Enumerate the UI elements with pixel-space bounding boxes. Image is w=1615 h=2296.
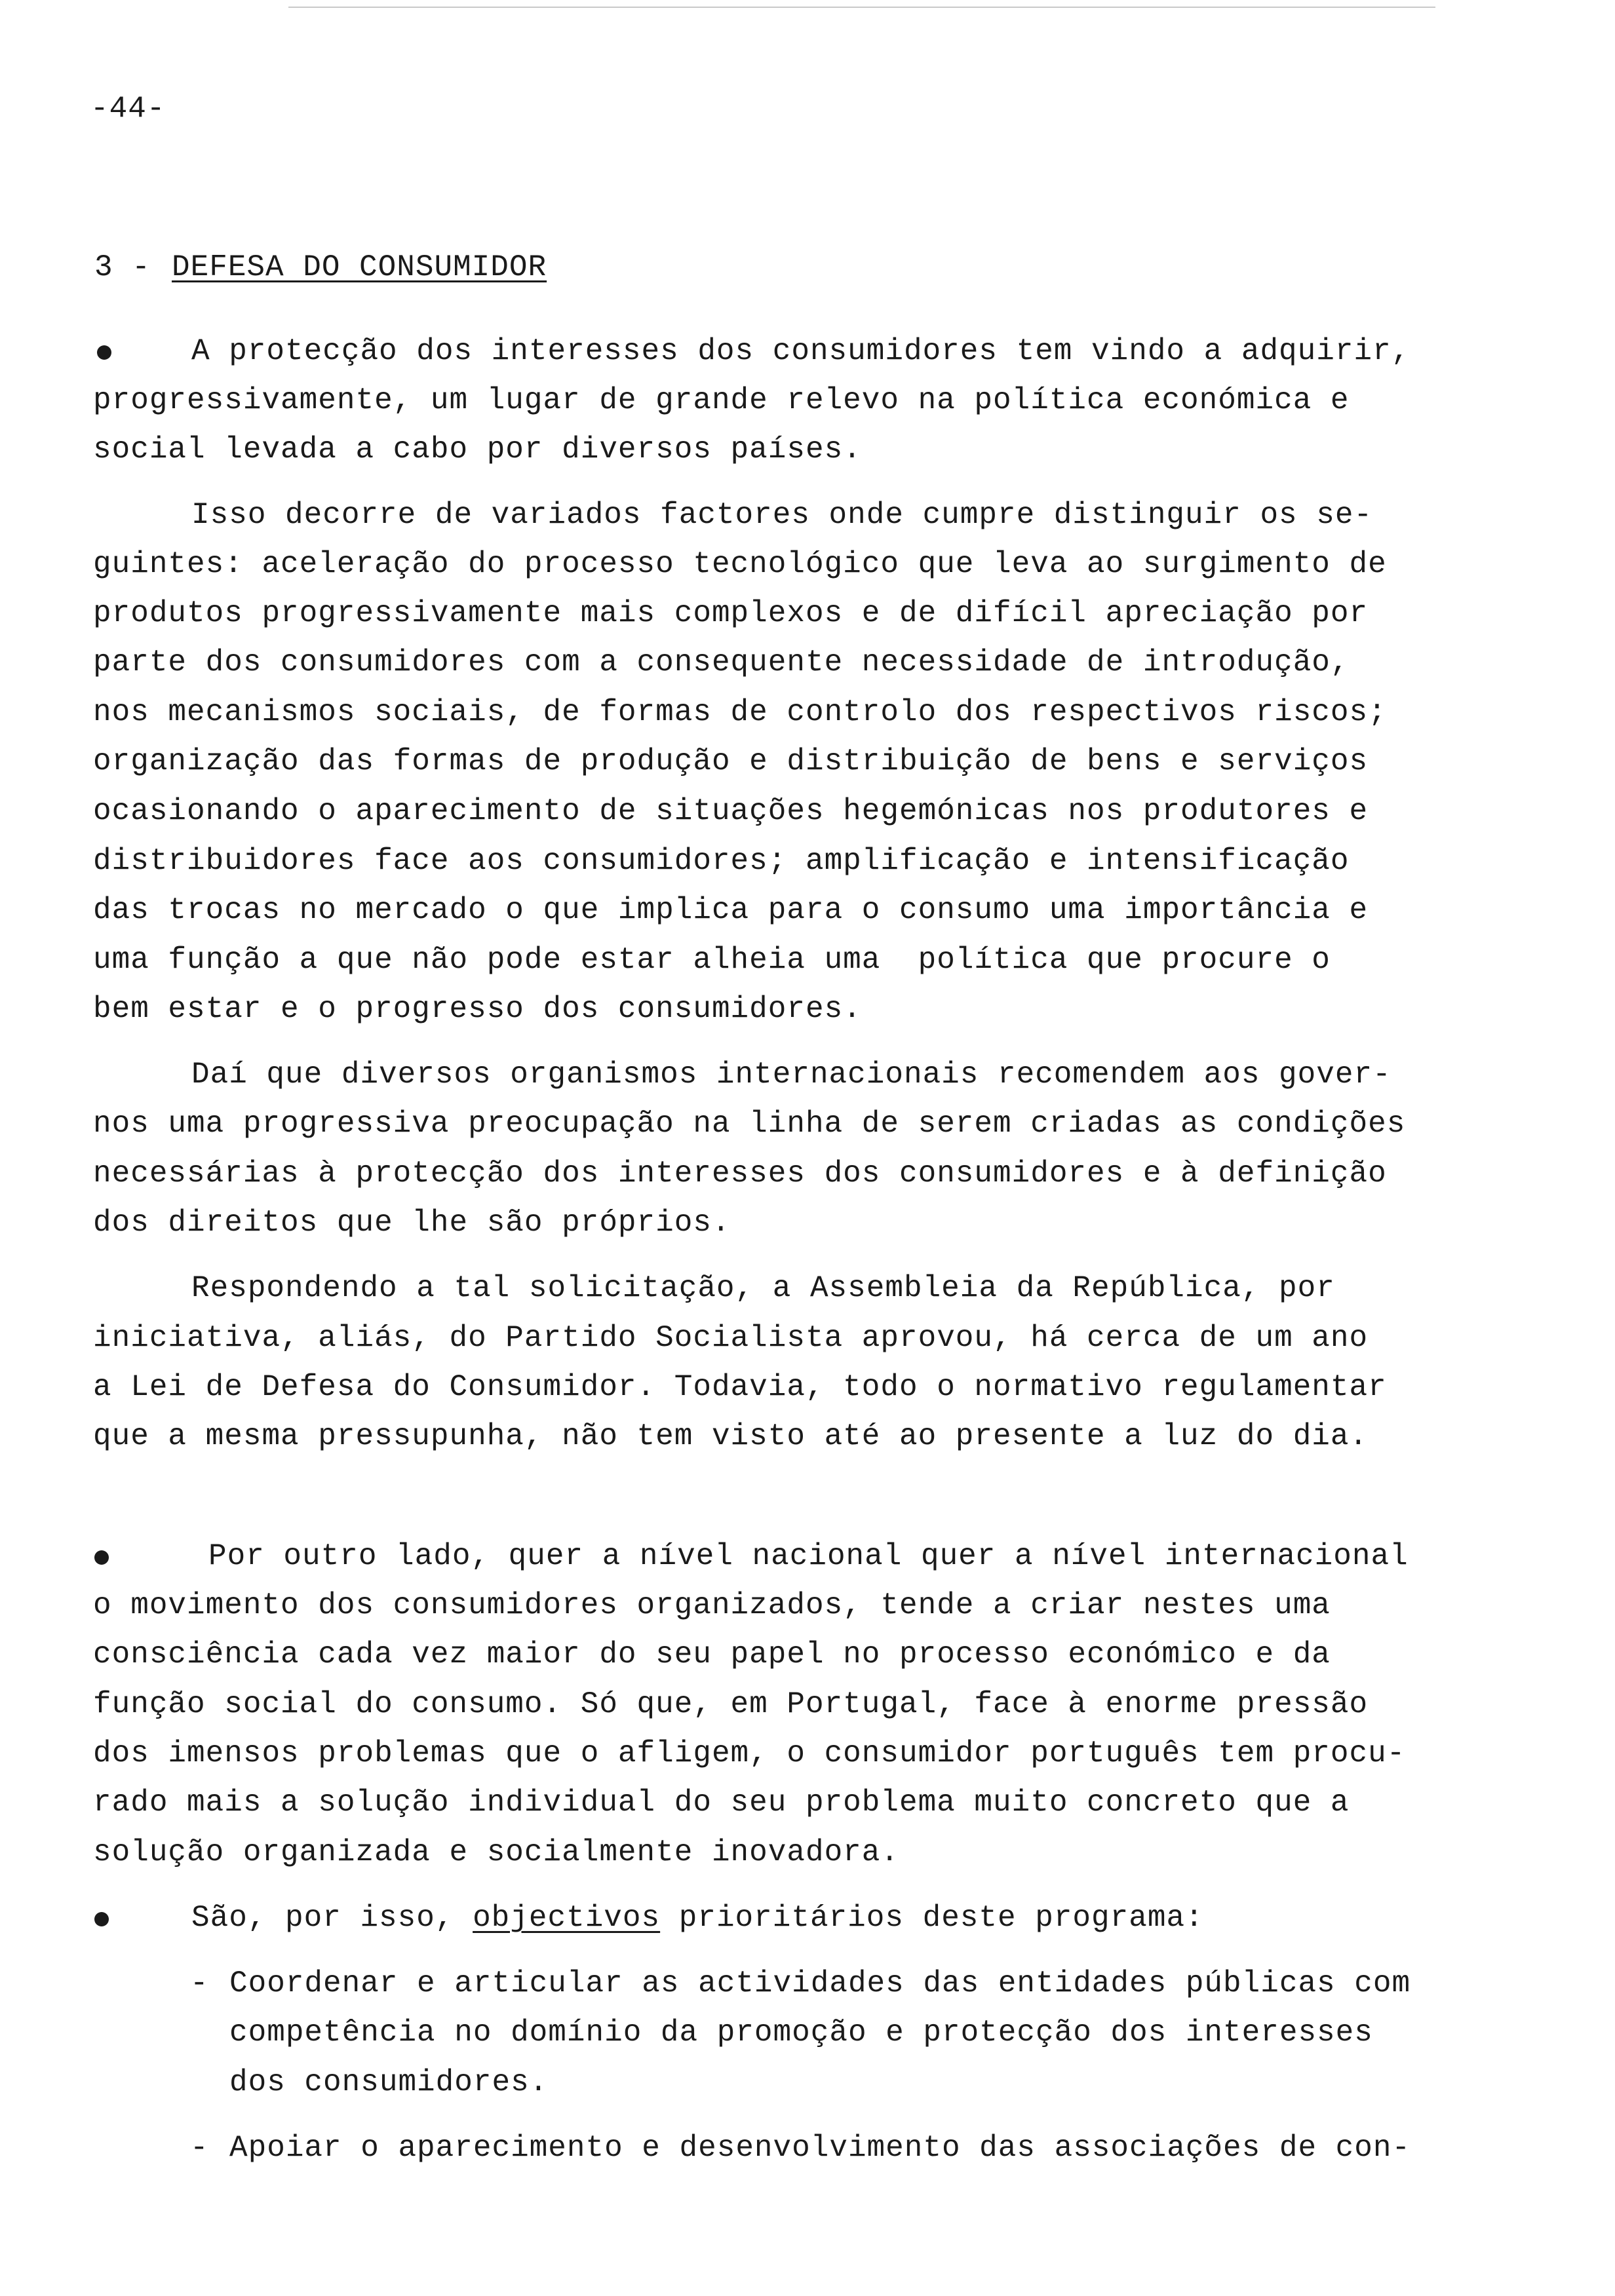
para4-line-4: que a mesma pressupunha, não tem visto até ao presente a luz do dia. [93,1419,1369,1453]
para2-line-4: parte dos consumidores com a consequente necessidade de introdução, [93,645,1350,679]
para2-line-1: Isso decorre de variados factores onde cumpre distinguir os se- [191,498,1373,532]
para4-line-3: a Lei de Defesa do Consumidor. Todavia, todo o normativo regulamentar [93,1370,1387,1404]
para2-line-8: distribuidores face aos consumidores; amplificação e intensificação [93,844,1350,878]
para2-line-5: nos mecanismos sociais, de formas de controlo dos respectivos riscos; [93,695,1387,729]
para3-line-4: dos direitos que lhe são próprios. [93,1206,731,1240]
page-number: -44- [90,92,166,126]
para1-line-1: A protecção dos interesses dos consumidores tem vindo a adquirir, [191,334,1411,368]
section-title: DEFESA DO CONSUMIDOR [172,250,547,284]
para3-line-3: necessárias à protecção dos interesses dos consumidores e à definição [93,1157,1387,1191]
para4-line-2: iniciativa, aliás, do Partido Socialista aprovou, há cerca de um ano [93,1321,1369,1355]
objective-dash: - [190,1966,209,2000]
para2-line-3: produtos progressivamente mais complexos e de difícil apreciação por [93,596,1369,630]
bullet-icon [97,345,111,360]
para2-line-11: bem estar e o progresso dos consumidores. [93,992,862,1026]
para6-line [191,1900,1204,1936]
para2-line-9: das trocas no mercado o que implica para o consumo uma importância e [93,893,1369,927]
objective-1-line-3: dos consumidores. [229,2065,549,2099]
para3-line-2: nos uma progressiva preocupação na linha de serem criadas as condições [93,1107,1406,1141]
para2-line-6: organização das formas de produção e distribuição de bens e serviços [93,744,1369,778]
para4-line-1: Respondendo a tal solicitação, a Assembleia da República, por [191,1271,1335,1305]
para5-line-2: o movimento dos consumidores organizados, tende a criar nestes uma [93,1588,1331,1622]
para6-text-before: São, por isso, [191,1901,473,1935]
section-number: 3 - [94,250,151,284]
para5-line-1: Por outro lado, quer a nível nacional quer a nível internacional [208,1539,1409,1573]
para6-text-after: prioritários deste programa: [660,1901,1204,1935]
bullet-icon [94,1912,109,1926]
objective-1-line-1: Coordenar e articular as actividades das entidades públicas com [229,1966,1411,2000]
para1-line-2: progressivamente, um lugar de grande relevo na política económica e [93,383,1350,417]
para6-text-underlined: objectivos [473,1901,661,1935]
scan-edge-line [288,7,1435,8]
para5-line-3: consciência cada vez maior do seu papel no processo económico e da [93,1637,1331,1672]
para3-line-1: Daí que diversos organismos internacionais recomendem aos gover- [191,1058,1391,1092]
para2-line-7: ocasionando o aparecimento de situações hegemónicas nos produtores e [93,794,1369,828]
para5-line-5: dos imensos problemas que o afligem, o consumidor português tem procu- [93,1736,1406,1770]
objective-dash: - [190,2131,209,2165]
para5-line-7: solução organizada e socialmente inovadora. [93,1835,899,1869]
para2-line-10: uma função a que não pode estar alheia uma política que procure o [93,943,1331,977]
para5-line-4: função social do consumo. Só que, em Portugal, face à enorme pressão [93,1687,1369,1721]
para2-line-2: guintes: aceleração do processo tecnológico que leva ao surgimento de [93,547,1387,581]
bullet-icon [94,1550,109,1565]
objective-2-line-1: Apoiar o aparecimento e desenvolvimento das associações de con- [229,2131,1411,2165]
para5-line-6: rado mais a solução individual do seu problema muito concreto que a [93,1786,1350,1820]
objective-1-line-2: competência no domínio da promoção e protecção dos interesses [229,2016,1373,2050]
para1-line-3: social levada a cabo por diversos países. [93,432,862,467]
